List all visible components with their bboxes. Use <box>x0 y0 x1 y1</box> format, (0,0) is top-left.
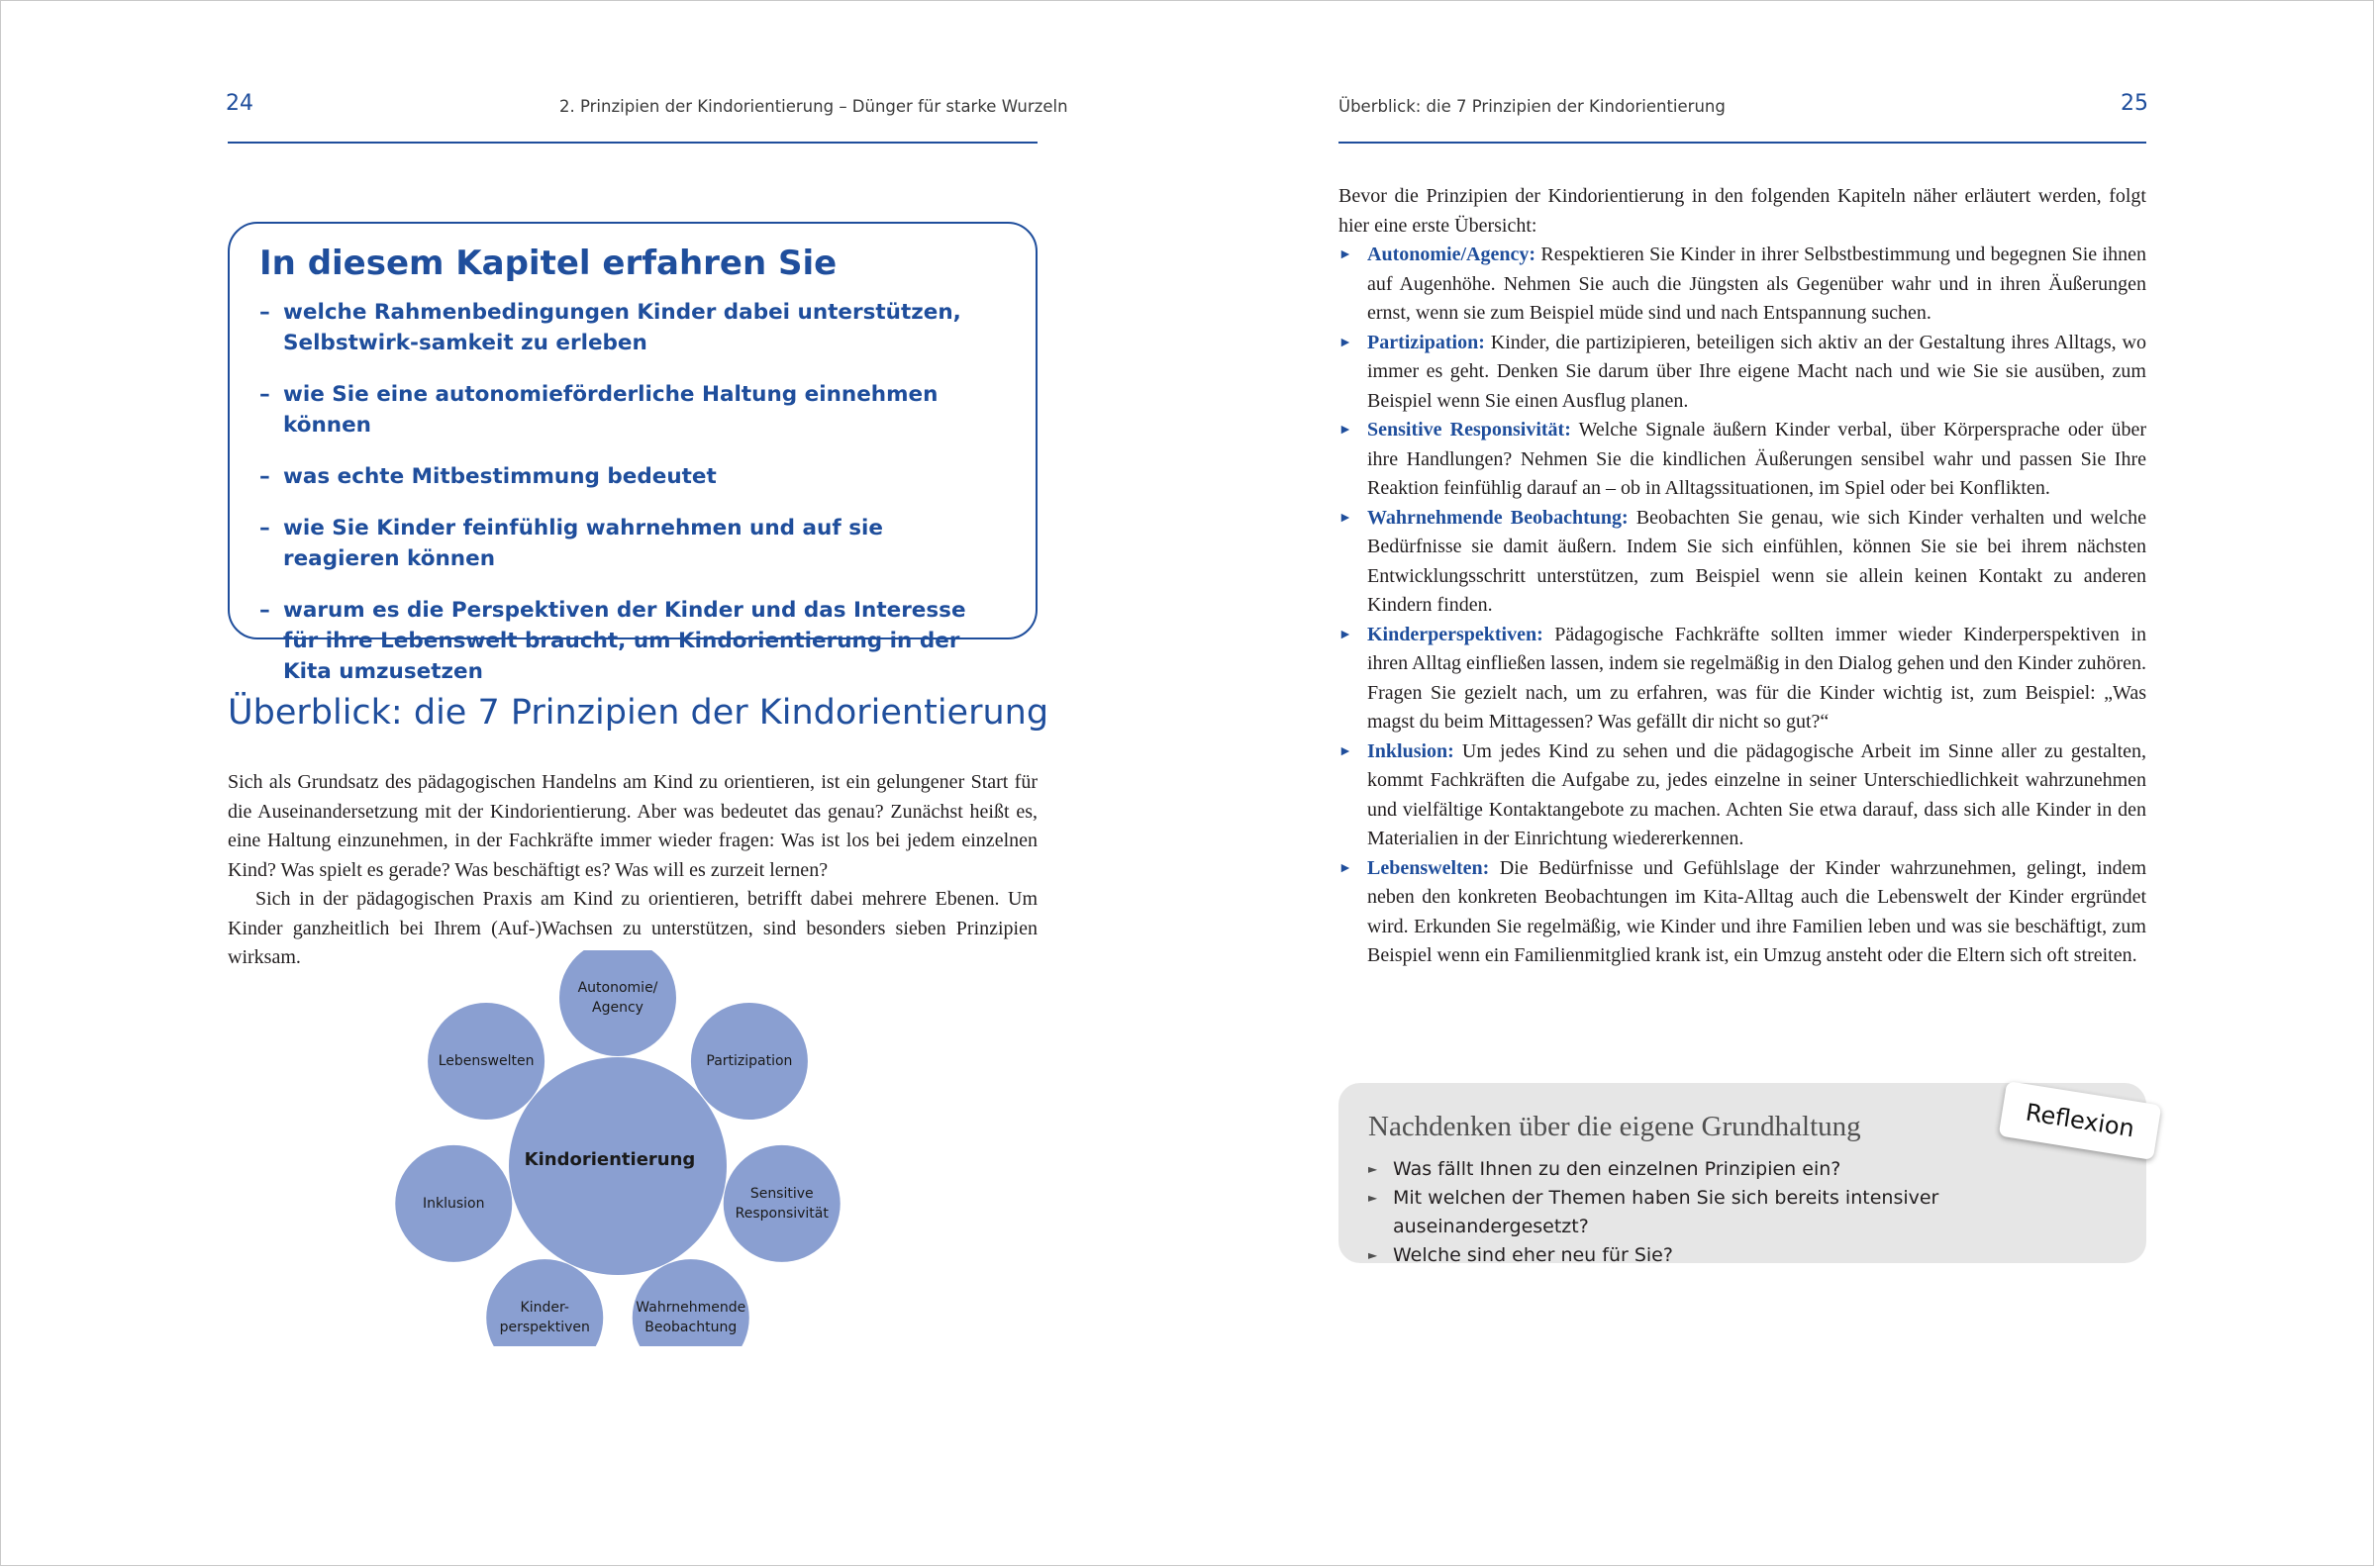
right-running-head: Überblick: die 7 Prinzipien der Kindorientierung <box>1338 97 1726 116</box>
principle-item: ► Wahrnehmende Beobachtung: Beobachten Sie genau, wie sich Kinder verhalten und welche Bedürfnisse sie damit äußern. Indem Sie sich einfühlen, können Sie sie bei ihrem nächsten Entwicklungsschritt unterstützen, zum Beispiel wenn sie allein keinen Kontakt zu anderen Kindern finden. <box>1338 506 2146 616</box>
paragraph-2: Sich in der pädagogischen Praxis am Kind zu orientieren, betrifft dabei mehrere Ebenen. Um Kinder ganzheitlich bei Ihrem (Auf-)Wachsen zu unterstützen, sind besonders sieben Prinzipien wirksam. <box>228 888 1038 968</box>
chapter-box-item: – wie Sie eine autonomieförderliche Haltung einnehmen können <box>259 382 939 438</box>
reflexion-question: ► Welche sind eher neu für Sie? <box>1368 1241 2117 1270</box>
principle-item: ► Kinderperspektiven: Pädagogische Fachkräfte sollten immer wieder Kinderperspektiven in ihren Alltag einfließen lassen, indem sie regelmäßig in den Dialog gehen und den Kinder zuhören. Fragen Sie gezielt nach, um zu erfahren, was für die Kinder wichtig ist, zum Beispiel: „Was magst du beim Mittagessen? Was gefällt dir nicht so gut?“ <box>1338 623 2146 733</box>
reflexion-questions <box>1368 1155 2117 1270</box>
principle-item: ► Inklusion: Um jedes Kind zu sehen und die pädagogische Arbeit im Sinne aller zu gestalten, kommt Fachkräften die Aufgabe zu, jedes einzelne in seiner Unterschiedlichkeit wahrzunehmen und vielfältige Kontaktangebote zu machen. Achten Sie etwa darauf, dass sich alle Kinder in den Materialien in der Einrichtung wiedererkennen. <box>1338 739 2146 849</box>
principle-label: Inklusion <box>423 1195 485 1212</box>
reflexion-title: Nachdenken über die eigene Grundhaltung <box>1368 1111 1861 1142</box>
reflexion-question: ► Was fällt Ihnen zu den einzelnen Prinzipien ein? <box>1368 1155 2117 1184</box>
chapter-box-title: In diesem Kapitel erfahren Sie <box>259 244 838 283</box>
principles-diagram <box>386 950 861 1346</box>
section-title: Überblick: die 7 Prinzipien der Kindorientierung <box>228 693 1049 733</box>
left-page-number: 24 <box>226 91 253 116</box>
chapter-box-item: – wie Sie Kinder feinfühlig wahrnehmen und auf sie reagieren können <box>259 516 883 571</box>
principles-list <box>1338 241 2146 971</box>
principle-item: ► Lebenswelten: Die Bedürfnisse und Gefühlslage der Kinder wahrzunehmen, gelingt, indem neben den konkreten Beobachtungen im Kita-Alltag auch die Lebenswelt der Kinder ergründet wird. Erkunden Sie regelmäßig, wie Kinder und ihre Familien leben und was sie beschäftigt, zum Beispiel wenn ein Familienmitglied krank ist, ein Umzug ansteht oder die Eltern sich oft streiten. <box>1338 856 2146 966</box>
principle-label: Wahrnehmende Beobachtung <box>636 1300 746 1336</box>
triangle-bullet-icon: ► <box>1368 1162 1378 1176</box>
paragraph-1: Sich als Grundsatz des pädagogischen Handelns am Kind zu orientieren, ist ein gelungener Start für die Auseinandersetzung mit der Kindorientierung. Aber was bedeutet das genau? Zunächst heißt es, eine Haltung einzunehmen, in der Fachkräfte immer wieder fragen: Was ist los bei jedem einzelnen Kind? Was spielt es gerade? Was beschäftigt es? Was will es zurzeit lernen? <box>228 771 1038 881</box>
intro-paragraph: Bevor die Prinzipien der Kindorientierung in den folgenden Kapiteln näher erläutert werden, folgt hier eine erste Übersicht: <box>1338 185 2146 237</box>
right-body-text <box>1338 182 2146 971</box>
center-label: Kindorientierung <box>524 1149 696 1170</box>
chapter-box-item: – welche Rahmenbedingungen Kinder dabei unterstützen, Selbstwirk-samkeit zu erleben <box>259 300 961 355</box>
principle-label: Lebenswelten <box>438 1053 535 1069</box>
principle-label: Sensitive Responsivität <box>735 1185 829 1222</box>
triangle-bullet-icon: ► <box>1368 1191 1378 1205</box>
principle-label: Partizipation <box>706 1053 793 1069</box>
chapter-box-item: – was echte Mitbestimmung bedeutet <box>259 464 717 489</box>
left-running-head: 2. Prinzipien der Kindorientierung – Dünger für starke Wurzeln <box>559 97 1068 116</box>
principle-label: Kinder- perspektiven <box>499 1300 590 1336</box>
reflexion-question: ► Mit welchen der Themen haben Sie sich bereits intensiver auseinandergesetzt? <box>1368 1184 2117 1241</box>
chapter-box-item: – warum es die Perspektiven der Kinder und das Interesse für ihre Lebenswelt braucht, um Kindorientierung in der Kita umzusetzen <box>259 598 966 684</box>
left-header-rule <box>228 142 1038 144</box>
chapter-box-list <box>259 297 1006 687</box>
principle-item: ► Partizipation: Kinder, die partizipieren, beteiligen sich aktiv an der Gestaltung ihres Alltags, wo immer es geht. Denken Sie darum über Ihre eigene Macht nach und wie Sie sie ausüben, zum Beispiel wenn Sie einen Ausflug planen. <box>1338 331 2146 412</box>
principle-item: ► Autonomie/Agency: Respektieren Sie Kinder in ihrer Selbstbestimmung und begegnen Sie ihnen auf Augenhöhe. Nehmen Sie auch die Jüngsten als Gegenüber wahr und in ihren Äußerungen ernst, wenn sie zum Beispiel müde sind und nach Entspannung suchen. <box>1338 244 2146 324</box>
chapter-overview-box <box>228 222 1038 684</box>
right-header-rule <box>1338 142 2146 144</box>
right-page-number: 25 <box>2121 91 2148 116</box>
triangle-bullet-icon: ► <box>1368 1248 1378 1262</box>
principle-item: ► Sensitive Responsivität: Welche Signale äußern Kinder verbal, über Körpersprache oder über ihre Handlungen? Nehmen Sie die kindlichen Äußerungen sensibel wahr und passen Sie Ihre Reaktion feinfühlig darauf an – ob in Alltagssituationen, im Spiel oder bei Konflikten. <box>1338 419 2146 499</box>
left-body-text <box>228 768 1038 973</box>
reflexion-tag: Reflexion <box>1999 1081 2162 1160</box>
principle-label: Autonomie/ Agency <box>577 980 658 1016</box>
